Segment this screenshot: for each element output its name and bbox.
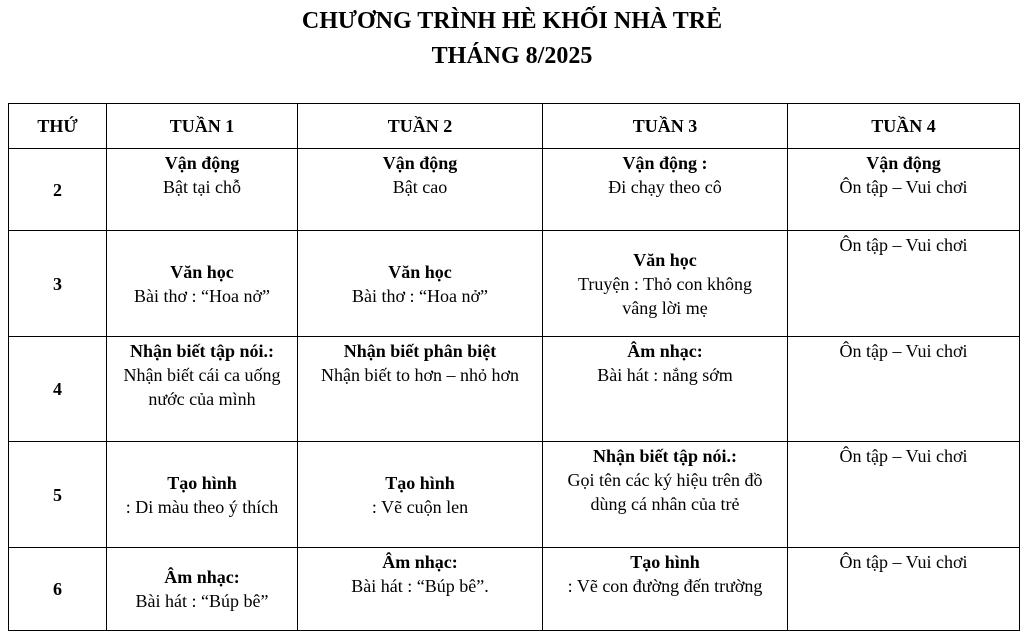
activity-text: Bật tại chỗ bbox=[163, 177, 241, 197]
activity-cell bbox=[543, 149, 788, 231]
table-row bbox=[9, 149, 1020, 231]
activity-cell bbox=[107, 337, 298, 442]
activity-text: Gọi tên các ký hiệu trên đồ dùng cá nhân của trẻ bbox=[567, 470, 763, 514]
activity-cell bbox=[298, 548, 543, 631]
activity-heading: Văn học bbox=[170, 261, 234, 282]
table-row bbox=[9, 231, 1020, 337]
activity-cell bbox=[543, 442, 788, 548]
activity-cell bbox=[543, 548, 788, 631]
day-cell: 5 bbox=[9, 442, 107, 548]
schedule-table bbox=[8, 103, 1020, 631]
activity-cell bbox=[543, 231, 788, 337]
activity-text: Ôn tập – Vui chơi bbox=[839, 235, 968, 255]
activity-heading: Vận động bbox=[866, 153, 941, 173]
day-cell: 2 bbox=[9, 149, 107, 231]
activity-text: Đi chạy theo cô bbox=[608, 177, 722, 197]
activity-text: Truyện : Thỏ con không vâng lời mẹ bbox=[577, 273, 752, 318]
activity-heading: Âm nhạc: bbox=[382, 552, 458, 572]
activity-cell bbox=[298, 231, 543, 337]
header-week-4: TUẦN 4 bbox=[788, 104, 1020, 149]
activity-cell bbox=[107, 548, 298, 631]
activity-cell bbox=[788, 442, 1020, 548]
header-week-3: TUẦN 3 bbox=[543, 104, 788, 149]
activity-text: Bài thơ : “Hoa nở” bbox=[133, 285, 270, 306]
activity-heading: Nhận biết tập nói.: bbox=[129, 341, 275, 361]
day-cell: 3 bbox=[9, 231, 107, 337]
table-row bbox=[9, 337, 1020, 442]
header-week-2: TUẦN 2 bbox=[298, 104, 543, 149]
activity-text: Bài thơ : “Hoa nở” bbox=[351, 285, 488, 306]
activity-heading: Vận động : bbox=[622, 153, 708, 173]
activity-text: : Vẽ cuộn len bbox=[371, 496, 469, 517]
activity-text: : Di màu theo ý thích bbox=[125, 496, 279, 517]
header-week-1: TUẦN 1 bbox=[107, 104, 298, 149]
activity-cell bbox=[298, 149, 543, 231]
header-day: THỨ bbox=[9, 104, 107, 149]
activity-text: : Vẽ con đường đến trường bbox=[567, 576, 763, 596]
activity-cell bbox=[107, 149, 298, 231]
activity-heading: Văn học bbox=[388, 261, 452, 282]
activity-text: Ôn tập – Vui chơi bbox=[839, 177, 968, 197]
activity-text: Nhận biết cái ca uống nước của mình bbox=[123, 365, 281, 409]
activity-cell bbox=[788, 548, 1020, 631]
activity-cell bbox=[298, 442, 543, 548]
activity-text: Ôn tập – Vui chơi bbox=[839, 552, 968, 572]
activity-cell bbox=[298, 337, 543, 442]
activity-heading: Tạo hình bbox=[167, 472, 237, 493]
page-title: CHƯƠNG TRÌNH HÈ KHỐI NHÀ TRẺ bbox=[301, 8, 723, 34]
activity-heading: Vận động bbox=[382, 153, 458, 173]
activity-heading: Âm nhạc: bbox=[627, 341, 703, 361]
activity-heading: Vận động bbox=[164, 153, 240, 173]
table-row bbox=[9, 548, 1020, 631]
activity-text: Bài hát : “Búp bê”. bbox=[351, 576, 489, 596]
day-cell: 4 bbox=[9, 337, 107, 442]
activity-heading: Tạo hình bbox=[630, 552, 700, 572]
activity-heading: Âm nhạc: bbox=[164, 567, 240, 587]
activity-cell bbox=[543, 337, 788, 442]
activity-text: Bài hát : “Búp bê” bbox=[135, 591, 269, 611]
table-row bbox=[9, 442, 1020, 548]
activity-cell bbox=[107, 442, 298, 548]
activity-cell bbox=[107, 231, 298, 337]
page-subtitle: THÁNG 8/2025 bbox=[431, 43, 593, 69]
activity-text: Ôn tập – Vui chơi bbox=[839, 446, 968, 466]
activity-heading: Nhận biết tập nói.: bbox=[592, 446, 738, 466]
header-row bbox=[9, 104, 1020, 149]
activity-heading: Tạo hình bbox=[385, 472, 455, 493]
activity-text: Ôn tập – Vui chơi bbox=[839, 341, 968, 361]
activity-cell bbox=[788, 337, 1020, 442]
activity-text: Bài hát : nắng sớm bbox=[597, 365, 733, 385]
activity-heading: Văn học bbox=[633, 249, 697, 270]
activity-text: Bật cao bbox=[392, 177, 448, 197]
activity-cell bbox=[788, 149, 1020, 231]
activity-heading: Nhận biết phân biệt bbox=[343, 341, 497, 361]
day-cell: 6 bbox=[9, 548, 107, 631]
activity-cell bbox=[788, 231, 1020, 337]
activity-text: Nhận biết to hơn – nhỏ hơn bbox=[320, 365, 520, 385]
